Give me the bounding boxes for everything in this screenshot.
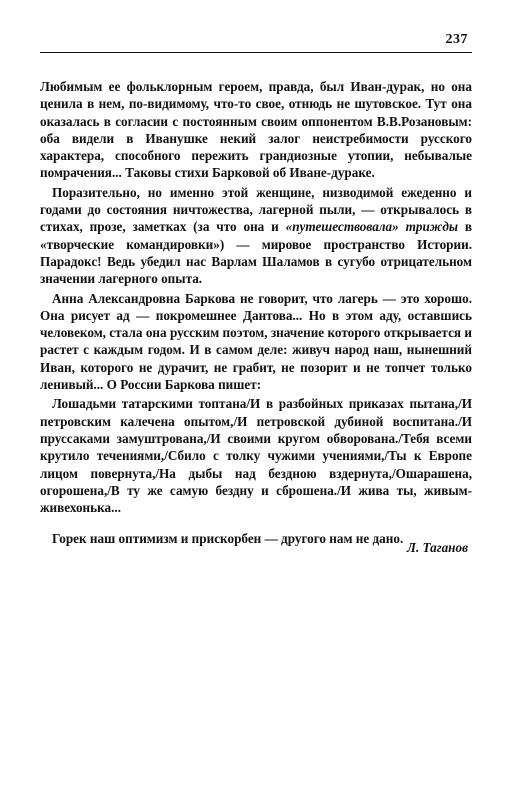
- header-rule: [40, 52, 472, 53]
- closing-line: Горек наш оптимизм и прискорбен — другого нам не дано.: [52, 531, 404, 547]
- body-text: [40, 78, 472, 550]
- paragraph-2-italic: «путешествовала» трижды: [285, 219, 459, 235]
- paragraph-3: Анна Александровна Баркова не говорит, что лагерь — это хорошо. Она рисует ад — покромешнее Дантова... Но в этом аду, оставшись человеком, стала она русским поэтом, значение которого открывается и растет с каждым годом. И в самом деле: живуч народ наш, нынешний Иван, которого не дурачит, не грабит, не позорит и не топчет только ленивый... О России Баркова пишет:: [40, 290, 472, 393]
- poem-quote: Лошадьми татарскими топтана/И в разбойных приказах пытана,/И петровским калечена опытом,/И петровской дубиной воспитана./И пруссаками замуштрована,/И своими кругом обворована./Тебя всеми крутило течениями,/Сбило с толку чужими учениями,/Ты к Европе лицом повернута,/На дыбы над бездною вздернута,/Ошарашена, огорошена,/В ту же самую бездну и сброшена./И жива ты, живым-живехонька...: [40, 396, 472, 516]
- author-signature: Л. Таганов: [406, 540, 468, 555]
- paragraph-2-tail: в «творческие командировки») — мировое пространство Истории. Парадокс! Ведь убедил нас Варлам Шаламов в сугубо отрицательном значении лагерного опыта.: [40, 219, 473, 287]
- paragraph-2-text: Поразительно, но именно этой женщине, низводимой ежеденно и годами до состояния ничтожества, лагерной пыли, — открывалось в стихах, прозе, заметках (за что она и: [40, 184, 472, 235]
- paragraph-1: Любимым ее фольклорным героем, правда, был Иван-дурак, но она ценила в нем, по-видимому, что-то свое, отнюдь не шутовское. Тут она оказалась в согласии с постоянным своим оппонентом В.В.Розановым: оба видели в Иванушке некий залог неистребимости русского характера, способного пережить грандиозные утопии, небывалые помрачения... Таковы стихи Барковой об Иване-дураке.: [40, 79, 472, 181]
- paragraph-2: [40, 184, 472, 288]
- page-number: 237: [445, 32, 468, 47]
